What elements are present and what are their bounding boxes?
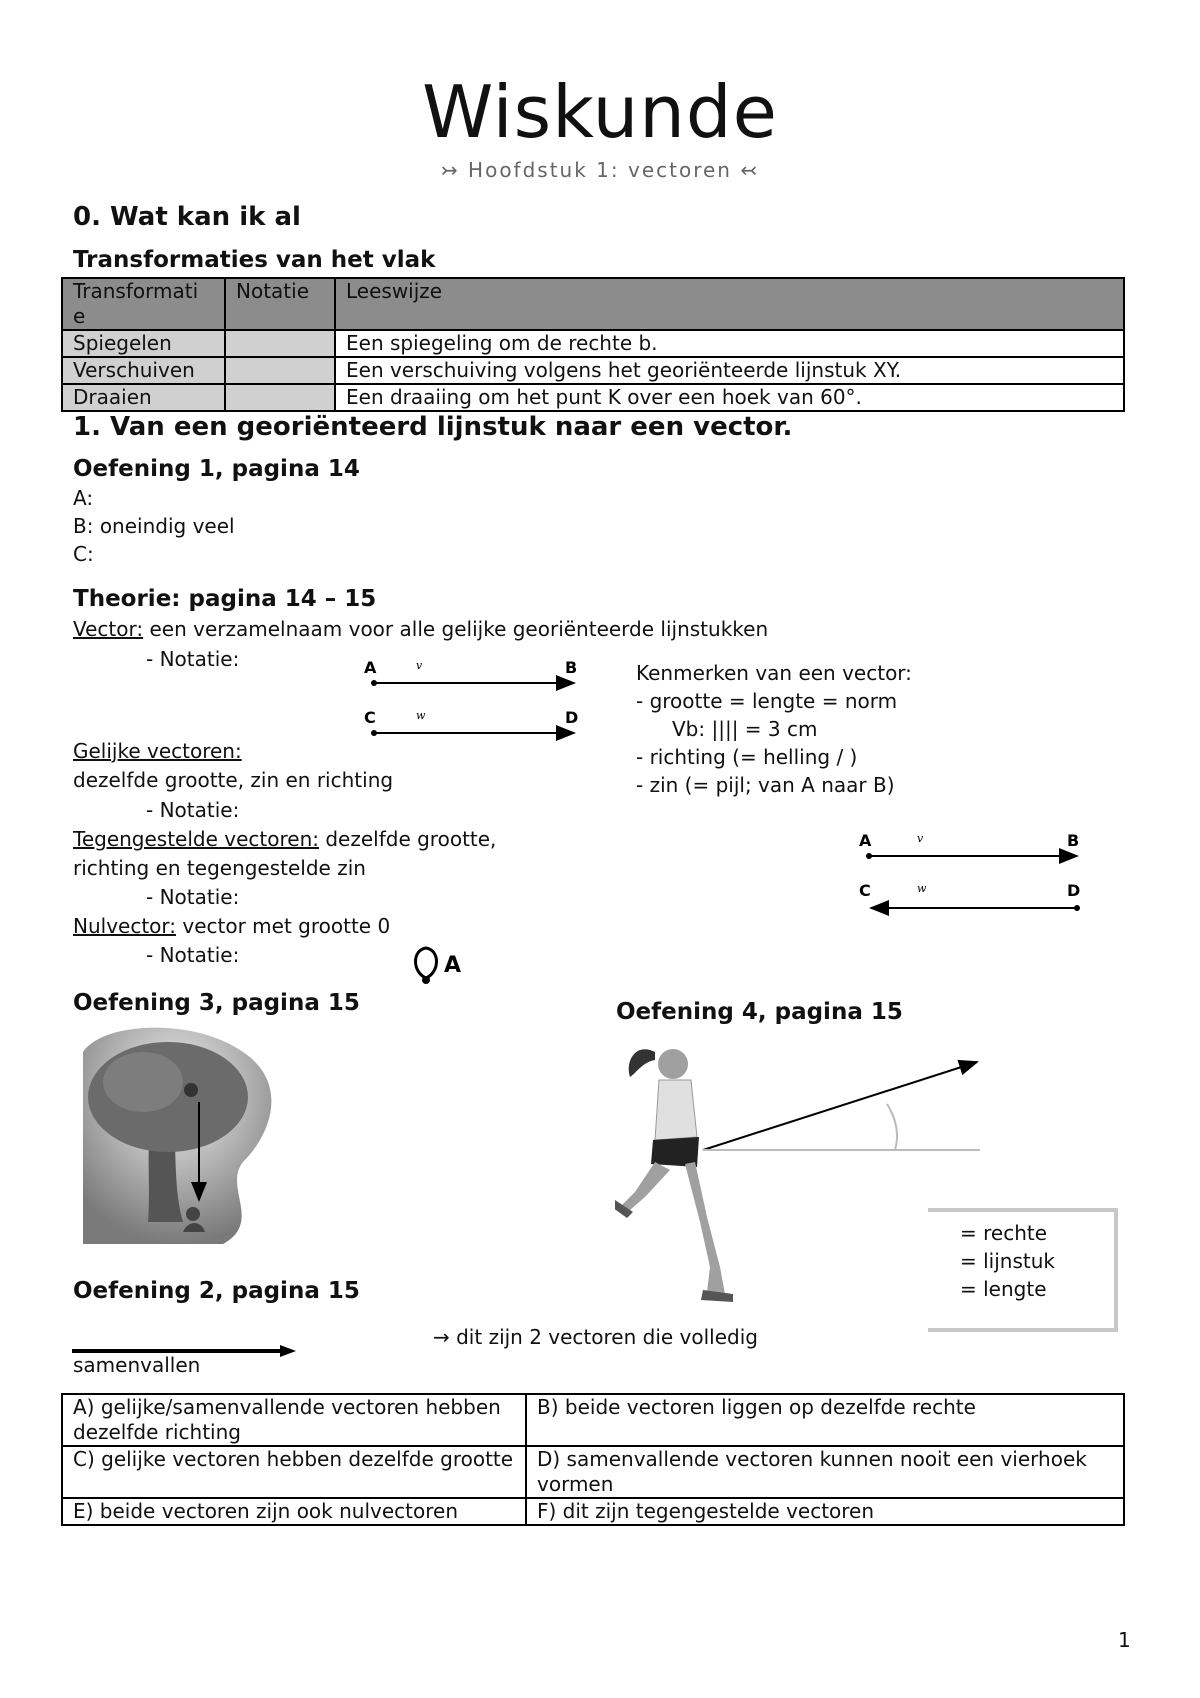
vector-diagram-opposite — [855, 828, 1090, 918]
column-header: Notatie — [225, 278, 335, 330]
legend-length: = lengte — [960, 1277, 1047, 1301]
notation-label: - Notatie: — [146, 885, 240, 909]
label-w: w — [416, 709, 426, 722]
option-c: C) gelijke vectoren hebben dezelfde grootte — [62, 1446, 526, 1498]
notation-cell — [225, 330, 335, 357]
exercise-2-note: → dit zijn 2 vectoren die volledig — [433, 1325, 758, 1349]
page-title: Wiskunde — [422, 70, 778, 154]
table-row — [62, 330, 1124, 357]
reading-cell: Een spiegeling om de rechte b. — [335, 330, 1124, 357]
reading-cell: Een verschuiving volgens het georiënteerde lijnstuk XY. — [335, 357, 1124, 384]
tree-crown-highlight — [103, 1052, 183, 1112]
table-row — [62, 1446, 1124, 1498]
exercise-3-title: Oefening 3, pagina 15 — [73, 990, 360, 1016]
label-v: v — [917, 832, 924, 845]
row-label: Verschuiven — [62, 357, 225, 384]
person-on-ground — [186, 1207, 200, 1221]
exercise-2-note-cont: samenvallen — [73, 1353, 201, 1377]
runner-shorts — [651, 1137, 699, 1167]
legend-line: = rechte — [960, 1221, 1048, 1245]
runner-front-leg — [685, 1162, 725, 1294]
section-0-heading: 0. Wat kan ik al — [73, 202, 301, 232]
option-d: D) samenvallende vectoren kunnen nooit een vierhoek vormen — [526, 1446, 1124, 1498]
page-subtitle: ↣ Hoofdstuk 1: vectoren ↢ — [440, 158, 760, 182]
null-def: vector met grootte 0 — [176, 914, 391, 938]
exercise-2-title: Oefening 2, pagina 15 — [73, 1278, 360, 1304]
label-d: D — [565, 708, 579, 727]
opposite-term: Tegengestelde vectoren: — [73, 827, 319, 851]
label-a: A — [859, 831, 872, 850]
kenmerken-example: Vb: |||| = 3 cm — [672, 717, 818, 741]
equal-vectors-term — [73, 738, 242, 765]
label-w: w — [917, 882, 927, 895]
opposite-vectors-def — [73, 826, 496, 853]
kenmerken-sense: - zin (= pijl; van A naar B) — [636, 773, 895, 797]
reading-cell: Een draaiing om het punt K over een hoek van 60°. — [335, 384, 1124, 411]
runner-back-leg — [620, 1162, 670, 1210]
notation-cell — [225, 384, 335, 411]
row-label: Spiegelen — [62, 330, 225, 357]
label-a: A — [364, 658, 377, 677]
label-b: B — [565, 658, 578, 677]
vector-diagram-equal — [360, 655, 590, 755]
vector-term: Vector: — [73, 617, 144, 641]
column-header: Transformati e — [62, 278, 225, 330]
null-vector-diagram — [410, 944, 470, 988]
exercise-1-title: Oefening 1, pagina 14 — [73, 456, 360, 482]
direction-arrow — [703, 1062, 977, 1150]
point-a — [866, 853, 872, 859]
null-term: Nulvector: — [73, 914, 177, 938]
null-vector-loop — [416, 948, 437, 978]
table-row — [62, 384, 1124, 411]
exercise-1-b: B: oneindig veel — [73, 514, 235, 538]
option-b: B) beide vectoren liggen op dezelfde rechte — [526, 1394, 1124, 1446]
notation-label: - Notatie: — [146, 647, 240, 671]
equal-vectors-def: dezelfde grootte, zin en richting — [73, 768, 394, 792]
opposite-def: dezelfde grootte, — [319, 827, 497, 851]
runner-ponytail — [629, 1049, 655, 1077]
label-d: D — [1067, 881, 1081, 900]
equal-term: Gelijke vectoren: — [73, 739, 242, 763]
exercise-1-a: A: — [73, 486, 94, 510]
tree-illustration — [73, 1022, 288, 1252]
label-a: A — [444, 953, 462, 978]
notation-label: - Notatie: — [146, 798, 240, 822]
label-v: v — [416, 659, 423, 672]
vector-definition — [73, 616, 768, 643]
point-d — [1074, 905, 1080, 911]
opposite-vectors-def2: richting en tegengestelde zin — [73, 856, 366, 880]
notation-label: - Notatie: — [146, 943, 240, 967]
runner-head — [658, 1049, 688, 1079]
notation-cell — [225, 357, 335, 384]
row-label: Draaien — [62, 384, 225, 411]
point-a — [371, 680, 377, 686]
section-1-heading: 1. Van een georiënteerd lijnstuk naar een vector. — [73, 412, 793, 442]
null-vector-point — [422, 976, 430, 984]
exercise-4-title: Oefening 4, pagina 15 — [616, 999, 903, 1025]
runner-top — [655, 1080, 697, 1140]
table-row — [62, 357, 1124, 384]
page-number: 1 — [1118, 1628, 1131, 1652]
kenmerken-size: - grootte = lengte = norm — [636, 689, 898, 713]
exercise-2-options-table — [61, 1393, 1125, 1526]
theory-title: Theorie: pagina 14 – 15 — [73, 586, 377, 612]
angle-arc — [887, 1104, 897, 1150]
table-row — [62, 1498, 1124, 1525]
column-header: Leeswijze — [335, 278, 1124, 330]
table-row — [62, 1394, 1124, 1446]
legend-segment: = lijnstuk — [960, 1249, 1055, 1273]
option-f: F) dit zijn tegengestelde vectoren — [526, 1498, 1124, 1525]
point-c — [371, 730, 377, 736]
arrow-head — [280, 1345, 296, 1357]
label-c: C — [859, 881, 871, 900]
table-header-row — [62, 278, 1124, 330]
label-c: C — [364, 708, 376, 727]
exercise-1-c: C: — [73, 542, 94, 566]
label-b: B — [1067, 831, 1080, 850]
transformations-table — [61, 277, 1125, 412]
transformations-table-title: Transformaties van het vlak — [73, 247, 436, 273]
null-vector-def — [73, 913, 390, 940]
person-in-tree — [184, 1083, 198, 1097]
kenmerken-title: Kenmerken van een vector: — [636, 661, 912, 685]
option-a: A) gelijke/samenvallende vectoren hebben dezelfde richting — [62, 1394, 526, 1446]
vector-def: een verzamelnaam voor alle gelijke georiënteerde lijnstukken — [143, 617, 769, 641]
option-e: E) beide vectoren zijn ook nulvectoren — [62, 1498, 526, 1525]
kenmerken-direction: - richting (= helling / ) — [636, 745, 858, 769]
